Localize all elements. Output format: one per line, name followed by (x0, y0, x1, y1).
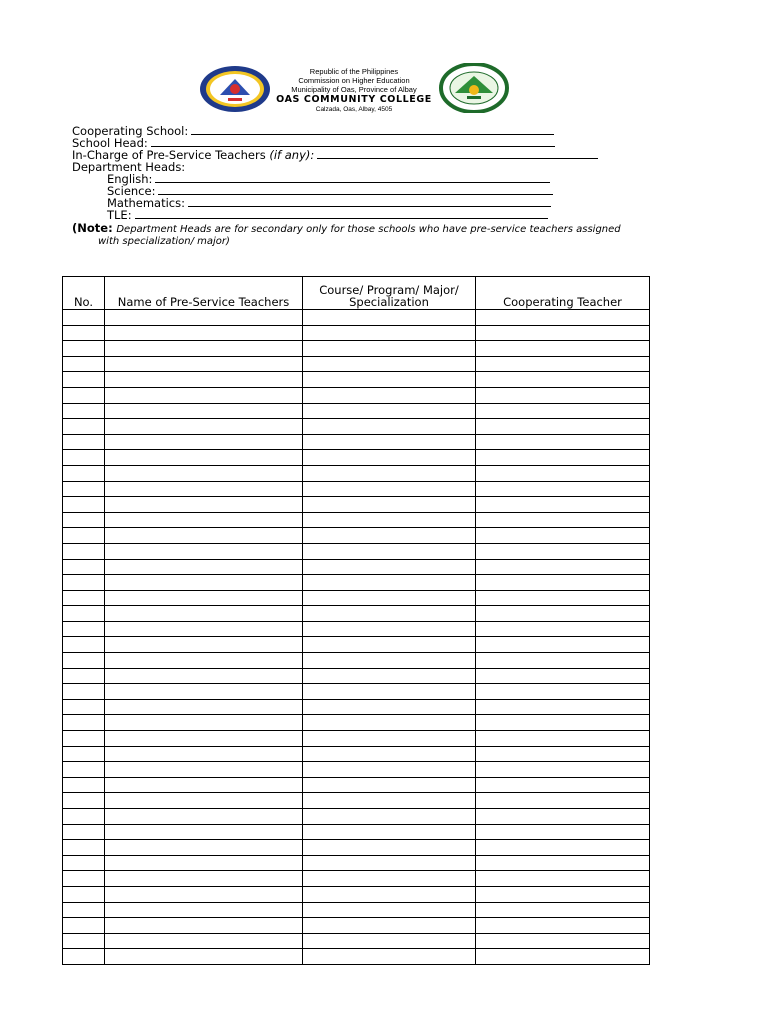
cell-no[interactable] (63, 809, 105, 825)
table-row (63, 637, 650, 653)
cell-name[interactable] (105, 637, 303, 653)
cell-cooperating-teacher[interactable] (476, 762, 650, 778)
pre-service-teachers-table (62, 276, 650, 965)
cell-no[interactable] (63, 762, 105, 778)
cell-name[interactable] (105, 762, 303, 778)
school-head-field[interactable] (151, 137, 555, 147)
in-charge-paren: (if any): (269, 148, 315, 162)
tle-row (107, 209, 548, 221)
cell-cooperating-teacher[interactable] (476, 777, 650, 793)
cell-name[interactable] (105, 497, 303, 513)
column-header-cooperating-teacher: Cooperating Teacher (476, 277, 650, 310)
cell-course[interactable] (303, 886, 476, 902)
cell-no[interactable] (63, 902, 105, 918)
table-row (63, 559, 650, 575)
cell-no[interactable] (63, 918, 105, 934)
header-republic: Republic of the Philippines (309, 67, 399, 76)
cell-no[interactable] (63, 372, 105, 388)
table-row (63, 450, 650, 466)
in-charge-field[interactable] (317, 149, 598, 159)
cell-no[interactable] (63, 606, 105, 622)
cell-name[interactable] (105, 512, 303, 528)
cell-name[interactable] (105, 949, 303, 965)
cell-name[interactable] (105, 653, 303, 669)
note-label: (Note: (72, 221, 113, 235)
cell-name[interactable] (105, 310, 303, 326)
cell-cooperating-teacher[interactable] (476, 481, 650, 497)
cell-course[interactable] (303, 933, 476, 949)
cell-no[interactable] (63, 575, 105, 591)
cell-course[interactable] (303, 902, 476, 918)
cell-name[interactable] (105, 824, 303, 840)
cell-name[interactable] (105, 902, 303, 918)
table-row (63, 372, 650, 388)
cell-no[interactable] (63, 855, 105, 871)
cell-name[interactable] (105, 403, 303, 419)
table-row (63, 497, 650, 513)
cell-no[interactable] (63, 419, 105, 435)
cell-cooperating-teacher[interactable] (476, 809, 650, 825)
table-row (63, 684, 650, 700)
cell-name[interactable] (105, 855, 303, 871)
table-row (63, 777, 650, 793)
cell-no[interactable] (63, 637, 105, 653)
table-row (63, 715, 650, 731)
cell-name[interactable] (105, 668, 303, 684)
cell-no[interactable] (63, 356, 105, 372)
table-row (63, 341, 650, 357)
column-header-name: Name of Pre-Service Teachers (105, 277, 303, 310)
cell-cooperating-teacher[interactable] (476, 886, 650, 902)
cell-no[interactable] (63, 933, 105, 949)
cell-cooperating-teacher[interactable] (476, 372, 650, 388)
header-commission: Commission on Higher Education (298, 76, 410, 85)
cell-no[interactable] (63, 310, 105, 326)
cell-course[interactable] (303, 949, 476, 965)
table-row (63, 762, 650, 778)
cell-no[interactable] (63, 590, 105, 606)
cell-no[interactable] (63, 684, 105, 700)
table-row (63, 731, 650, 747)
cell-no[interactable] (63, 871, 105, 887)
cell-name[interactable] (105, 699, 303, 715)
cell-cooperating-teacher[interactable] (476, 653, 650, 669)
english-label: English: (107, 172, 153, 186)
cell-name[interactable] (105, 356, 303, 372)
cell-no[interactable] (63, 403, 105, 419)
cell-name[interactable] (105, 341, 303, 357)
table-row (63, 621, 650, 637)
document-header (198, 63, 510, 113)
cell-course[interactable] (303, 387, 476, 403)
pre-service-teachers-table-wrap (62, 276, 650, 965)
cell-cooperating-teacher[interactable] (476, 325, 650, 341)
mathematics-field[interactable] (188, 197, 551, 207)
school-head-label: School Head: (72, 136, 148, 150)
cell-course[interactable] (303, 372, 476, 388)
cell-no[interactable] (63, 528, 105, 544)
cell-no[interactable] (63, 497, 105, 513)
cell-name[interactable] (105, 746, 303, 762)
cell-cooperating-teacher[interactable] (476, 840, 650, 856)
cell-cooperating-teacher[interactable] (476, 731, 650, 747)
cell-no[interactable] (63, 387, 105, 403)
table-row (63, 356, 650, 372)
cell-no[interactable] (63, 824, 105, 840)
cell-course[interactable] (303, 575, 476, 591)
table-row (63, 902, 650, 918)
cell-cooperating-teacher[interactable] (476, 699, 650, 715)
cell-name[interactable] (105, 933, 303, 949)
header-address: Calzada, Oas, Albay, 4505 (315, 106, 393, 113)
cell-name[interactable] (105, 840, 303, 856)
english-field[interactable] (155, 173, 550, 183)
cell-name[interactable] (105, 886, 303, 902)
in-charge-label: In-Charge of Pre-Service Teachers (72, 148, 266, 162)
table-row (63, 809, 650, 825)
table-row (63, 419, 650, 435)
cooperating-school-field[interactable] (191, 125, 554, 135)
cell-name[interactable] (105, 528, 303, 544)
cell-cooperating-teacher[interactable] (476, 450, 650, 466)
table-row (63, 949, 650, 965)
cell-course[interactable] (303, 809, 476, 825)
cell-no[interactable] (63, 715, 105, 731)
cell-cooperating-teacher[interactable] (476, 419, 650, 435)
cell-course[interactable] (303, 434, 476, 450)
cell-cooperating-teacher[interactable] (476, 746, 650, 762)
table-row (63, 575, 650, 591)
cell-name[interactable] (105, 684, 303, 700)
header-municipality: Municipality of Oas, Province of Albay (291, 85, 417, 94)
note-line-2 (98, 234, 230, 248)
english-row (107, 173, 550, 185)
column-header-no: No. (63, 277, 105, 310)
cell-name[interactable] (105, 871, 303, 887)
cell-no[interactable] (63, 668, 105, 684)
table-row (63, 793, 650, 809)
mathematics-label: Mathematics: (107, 196, 185, 210)
cell-name[interactable] (105, 465, 303, 481)
table-row (63, 590, 650, 606)
cell-name[interactable] (105, 387, 303, 403)
cell-course[interactable] (303, 793, 476, 809)
cell-cooperating-teacher[interactable] (476, 902, 650, 918)
ched-seal-icon (198, 65, 272, 113)
table-row (63, 871, 650, 887)
cell-course[interactable] (303, 715, 476, 731)
cell-no[interactable] (63, 434, 105, 450)
cell-course[interactable] (303, 731, 476, 747)
cell-no[interactable] (63, 731, 105, 747)
cell-cooperating-teacher[interactable] (476, 512, 650, 528)
cell-no[interactable] (63, 450, 105, 466)
table-body (63, 310, 650, 965)
cell-course[interactable] (303, 356, 476, 372)
cell-course[interactable] (303, 637, 476, 653)
cell-course[interactable] (303, 325, 476, 341)
mathematics-row (107, 197, 551, 209)
cell-cooperating-teacher[interactable] (476, 387, 650, 403)
cell-no[interactable] (63, 465, 105, 481)
cell-course[interactable] (303, 777, 476, 793)
table-row (63, 840, 650, 856)
table-row (63, 855, 650, 871)
table-row (63, 387, 650, 403)
cell-name[interactable] (105, 731, 303, 747)
cell-name[interactable] (105, 543, 303, 559)
cell-cooperating-teacher[interactable] (476, 606, 650, 622)
cell-no[interactable] (63, 653, 105, 669)
cell-cooperating-teacher[interactable] (476, 434, 650, 450)
table-row (63, 918, 650, 934)
cell-name[interactable] (105, 372, 303, 388)
cell-course[interactable] (303, 824, 476, 840)
table-row (63, 886, 650, 902)
cell-no[interactable] (63, 325, 105, 341)
cell-course[interactable] (303, 746, 476, 762)
note-text-2: with specialization/ major) (98, 236, 230, 247)
cell-course[interactable] (303, 699, 476, 715)
table-row (63, 310, 650, 326)
cell-course[interactable] (303, 653, 476, 669)
cell-cooperating-teacher[interactable] (476, 590, 650, 606)
table-row (63, 668, 650, 684)
note-text-1: Department Heads are for secondary only for those schools who have pre-service teachers assigned (116, 224, 621, 235)
cell-course[interactable] (303, 621, 476, 637)
table-row (63, 512, 650, 528)
table-row (63, 481, 650, 497)
cell-no[interactable] (63, 746, 105, 762)
cell-cooperating-teacher[interactable] (476, 855, 650, 871)
cell-course[interactable] (303, 419, 476, 435)
cell-name[interactable] (105, 590, 303, 606)
cell-name[interactable] (105, 419, 303, 435)
cell-course[interactable] (303, 559, 476, 575)
table-row (63, 824, 650, 840)
table-row (63, 528, 650, 544)
department-heads-label: Department Heads: (72, 160, 186, 174)
table-row (63, 543, 650, 559)
cell-name[interactable] (105, 481, 303, 497)
cell-course[interactable] (303, 310, 476, 326)
cell-course[interactable] (303, 465, 476, 481)
cell-course[interactable] (303, 855, 476, 871)
cell-no[interactable] (63, 699, 105, 715)
cell-name[interactable] (105, 325, 303, 341)
cell-course[interactable] (303, 918, 476, 934)
cell-name[interactable] (105, 559, 303, 575)
cell-course[interactable] (303, 840, 476, 856)
cell-no[interactable] (63, 840, 105, 856)
cell-course[interactable] (303, 606, 476, 622)
cell-cooperating-teacher[interactable] (476, 715, 650, 731)
cell-course[interactable] (303, 403, 476, 419)
table-row (63, 403, 650, 419)
cell-name[interactable] (105, 715, 303, 731)
cell-cooperating-teacher[interactable] (476, 621, 650, 637)
cell-cooperating-teacher[interactable] (476, 668, 650, 684)
table-row (63, 746, 650, 762)
header-text-block (274, 67, 434, 114)
cell-course[interactable] (303, 668, 476, 684)
cell-no[interactable] (63, 512, 105, 528)
cell-no[interactable] (63, 793, 105, 809)
science-field[interactable] (158, 185, 553, 195)
cell-no[interactable] (63, 777, 105, 793)
cell-no[interactable] (63, 543, 105, 559)
cell-cooperating-teacher[interactable] (476, 918, 650, 934)
cell-name[interactable] (105, 918, 303, 934)
cell-course[interactable] (303, 543, 476, 559)
cell-name[interactable] (105, 809, 303, 825)
tle-field[interactable] (135, 209, 548, 219)
cell-no[interactable] (63, 949, 105, 965)
cell-name[interactable] (105, 606, 303, 622)
cell-course[interactable] (303, 762, 476, 778)
cell-no[interactable] (63, 621, 105, 637)
cell-cooperating-teacher[interactable] (476, 933, 650, 949)
header-college-name: OAS COMMUNITY COLLEGE (276, 94, 432, 105)
cell-course[interactable] (303, 341, 476, 357)
cell-cooperating-teacher[interactable] (476, 528, 650, 544)
cell-no[interactable] (63, 559, 105, 575)
cell-course[interactable] (303, 497, 476, 513)
table-row (63, 606, 650, 622)
cell-cooperating-teacher[interactable] (476, 356, 650, 372)
cell-course[interactable] (303, 871, 476, 887)
cell-cooperating-teacher[interactable] (476, 403, 650, 419)
cell-name[interactable] (105, 621, 303, 637)
table-header-row (63, 277, 650, 310)
cell-course[interactable] (303, 512, 476, 528)
cell-cooperating-teacher[interactable] (476, 684, 650, 700)
cell-no[interactable] (63, 481, 105, 497)
cell-cooperating-teacher[interactable] (476, 871, 650, 887)
cell-no[interactable] (63, 341, 105, 357)
cell-course[interactable] (303, 450, 476, 466)
cell-course[interactable] (303, 481, 476, 497)
cell-cooperating-teacher[interactable] (476, 341, 650, 357)
cell-name[interactable] (105, 777, 303, 793)
table-row (63, 699, 650, 715)
cell-cooperating-teacher[interactable] (476, 310, 650, 326)
cell-no[interactable] (63, 886, 105, 902)
cell-name[interactable] (105, 793, 303, 809)
cell-cooperating-teacher[interactable] (476, 497, 650, 513)
science-label: Science: (107, 184, 156, 198)
cell-course[interactable] (303, 590, 476, 606)
table-row (63, 325, 650, 341)
cell-name[interactable] (105, 450, 303, 466)
cell-name[interactable] (105, 434, 303, 450)
table-row (63, 434, 650, 450)
cell-cooperating-teacher[interactable] (476, 793, 650, 809)
table-row (63, 653, 650, 669)
cell-cooperating-teacher[interactable] (476, 559, 650, 575)
cell-cooperating-teacher[interactable] (476, 575, 650, 591)
cell-cooperating-teacher[interactable] (476, 637, 650, 653)
cell-course[interactable] (303, 528, 476, 544)
column-header-course: Course/ Program/ Major/ Specialization (303, 277, 476, 310)
table-row (63, 933, 650, 949)
table-row (63, 465, 650, 481)
cell-cooperating-teacher[interactable] (476, 543, 650, 559)
cell-name[interactable] (105, 575, 303, 591)
tle-label: TLE: (107, 208, 132, 222)
cooperating-school-label: Cooperating School: (72, 124, 189, 138)
cell-cooperating-teacher[interactable] (476, 824, 650, 840)
cell-course[interactable] (303, 684, 476, 700)
cell-cooperating-teacher[interactable] (476, 949, 650, 965)
college-seal-icon (439, 63, 509, 113)
cell-cooperating-teacher[interactable] (476, 465, 650, 481)
